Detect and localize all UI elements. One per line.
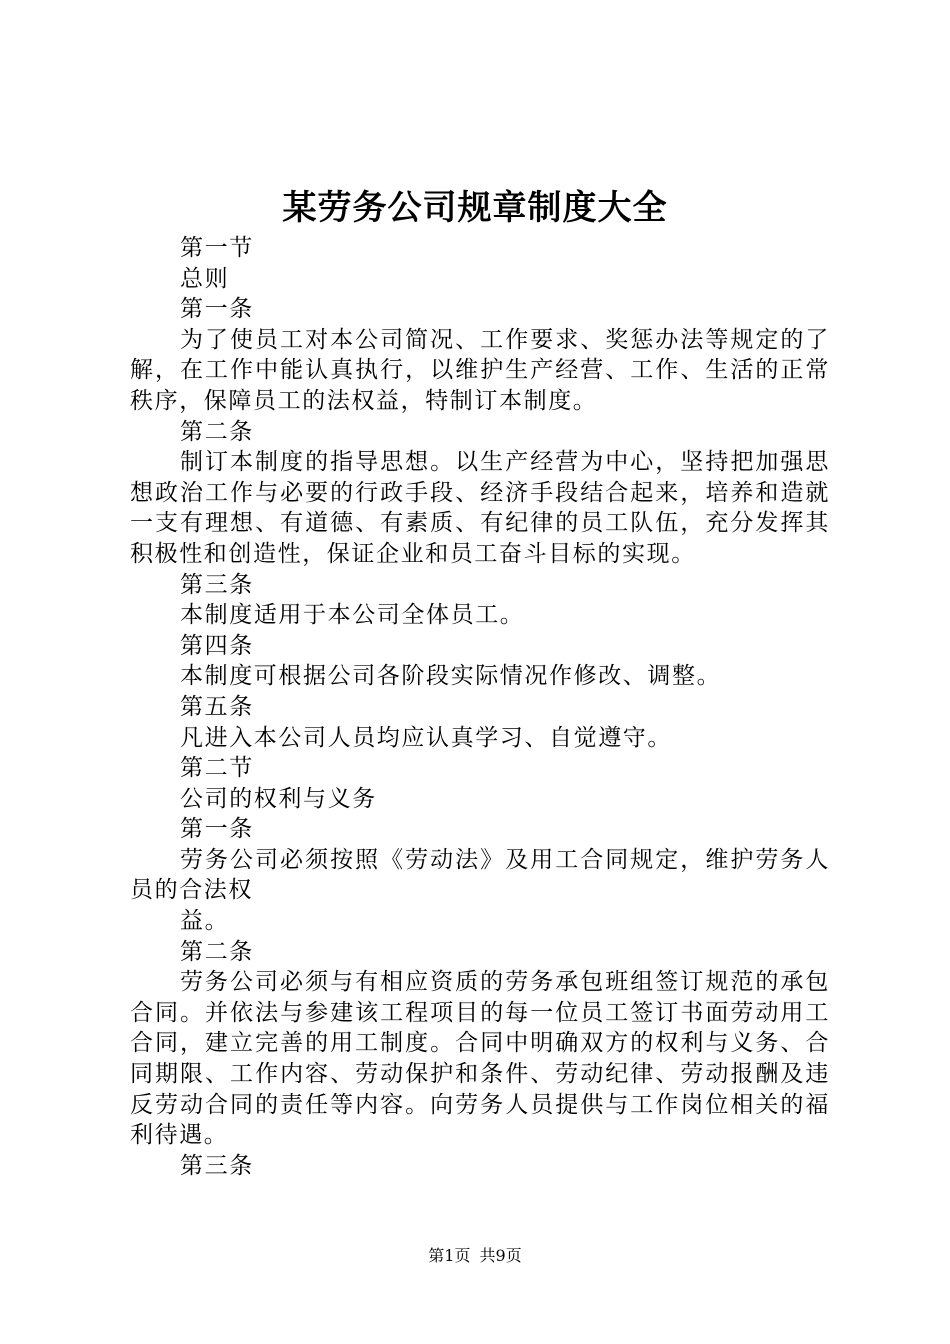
article-heading: 第一条 [180,816,254,843]
section-heading: 第一节 [180,235,254,261]
page-footer [0,1244,950,1268]
article-heading: 第四条 [180,632,254,659]
paragraph: 为了使员工对本公司简况、工作要求、奖惩办法等规定的了解，在工作中能认真执行，以维护生产经营、工作、生活的正常秩序，保障员工的法权益，特制订本制度。 [130,326,830,414]
paragraph: 本制度适用于本公司全体员工。 [180,602,525,629]
article-heading: 第二条 [180,418,254,445]
article-heading: 第三条 [180,571,254,598]
page-number: 第1页 [428,1246,471,1265]
page-total: 共9页 [479,1246,522,1265]
article-heading: 第三条 [180,1152,254,1179]
section-subtitle: 总则 [180,265,230,292]
article-heading: 第一条 [180,296,254,323]
paragraph: 劳务公司必须与有相应资质的劳务承包班组签订规范的承包合同。并依法与参建该工程项目的每一位员工签订书面劳动用工合同，建立完善的用工制度。合同中明确双方的权利与义务、合同期限、工作内容、劳动保护和条件、劳动纪律、劳动报酬及违反劳动合同的责任等内容。向劳务人员提供与工作岗位相关的福利待遇。 [130,969,830,1149]
section-heading: 第二节 [180,755,254,782]
section-subtitle: 公司的权利与义务 [180,785,377,812]
paragraph: 本制度可根据公司各阶段实际情况作修改、调整。 [180,663,722,690]
paragraph: 益。 [180,908,230,935]
paragraph: 劳务公司必须按照《劳动法》及用工合同规定，维护劳务人员的合法权 [130,846,830,904]
document-title: 某劳务公司规章制度大全 [282,188,668,228]
article-heading: 第五条 [180,693,254,720]
paragraph: 凡进入本公司人员均应认真学习、自觉遵守。 [180,724,672,751]
paragraph: 制订本制度的指导思想。以生产经营为中心，坚持把加强思想政治工作与必要的行政手段、经济手段结合起来，培养和造就一支有理想、有道德、有素质、有纪律的员工队伍，充分发挥其积极性和创造性，保证企业和员工奋斗目标的实现。 [130,449,830,567]
article-heading: 第二条 [180,938,254,965]
document-body [130,233,830,1181]
